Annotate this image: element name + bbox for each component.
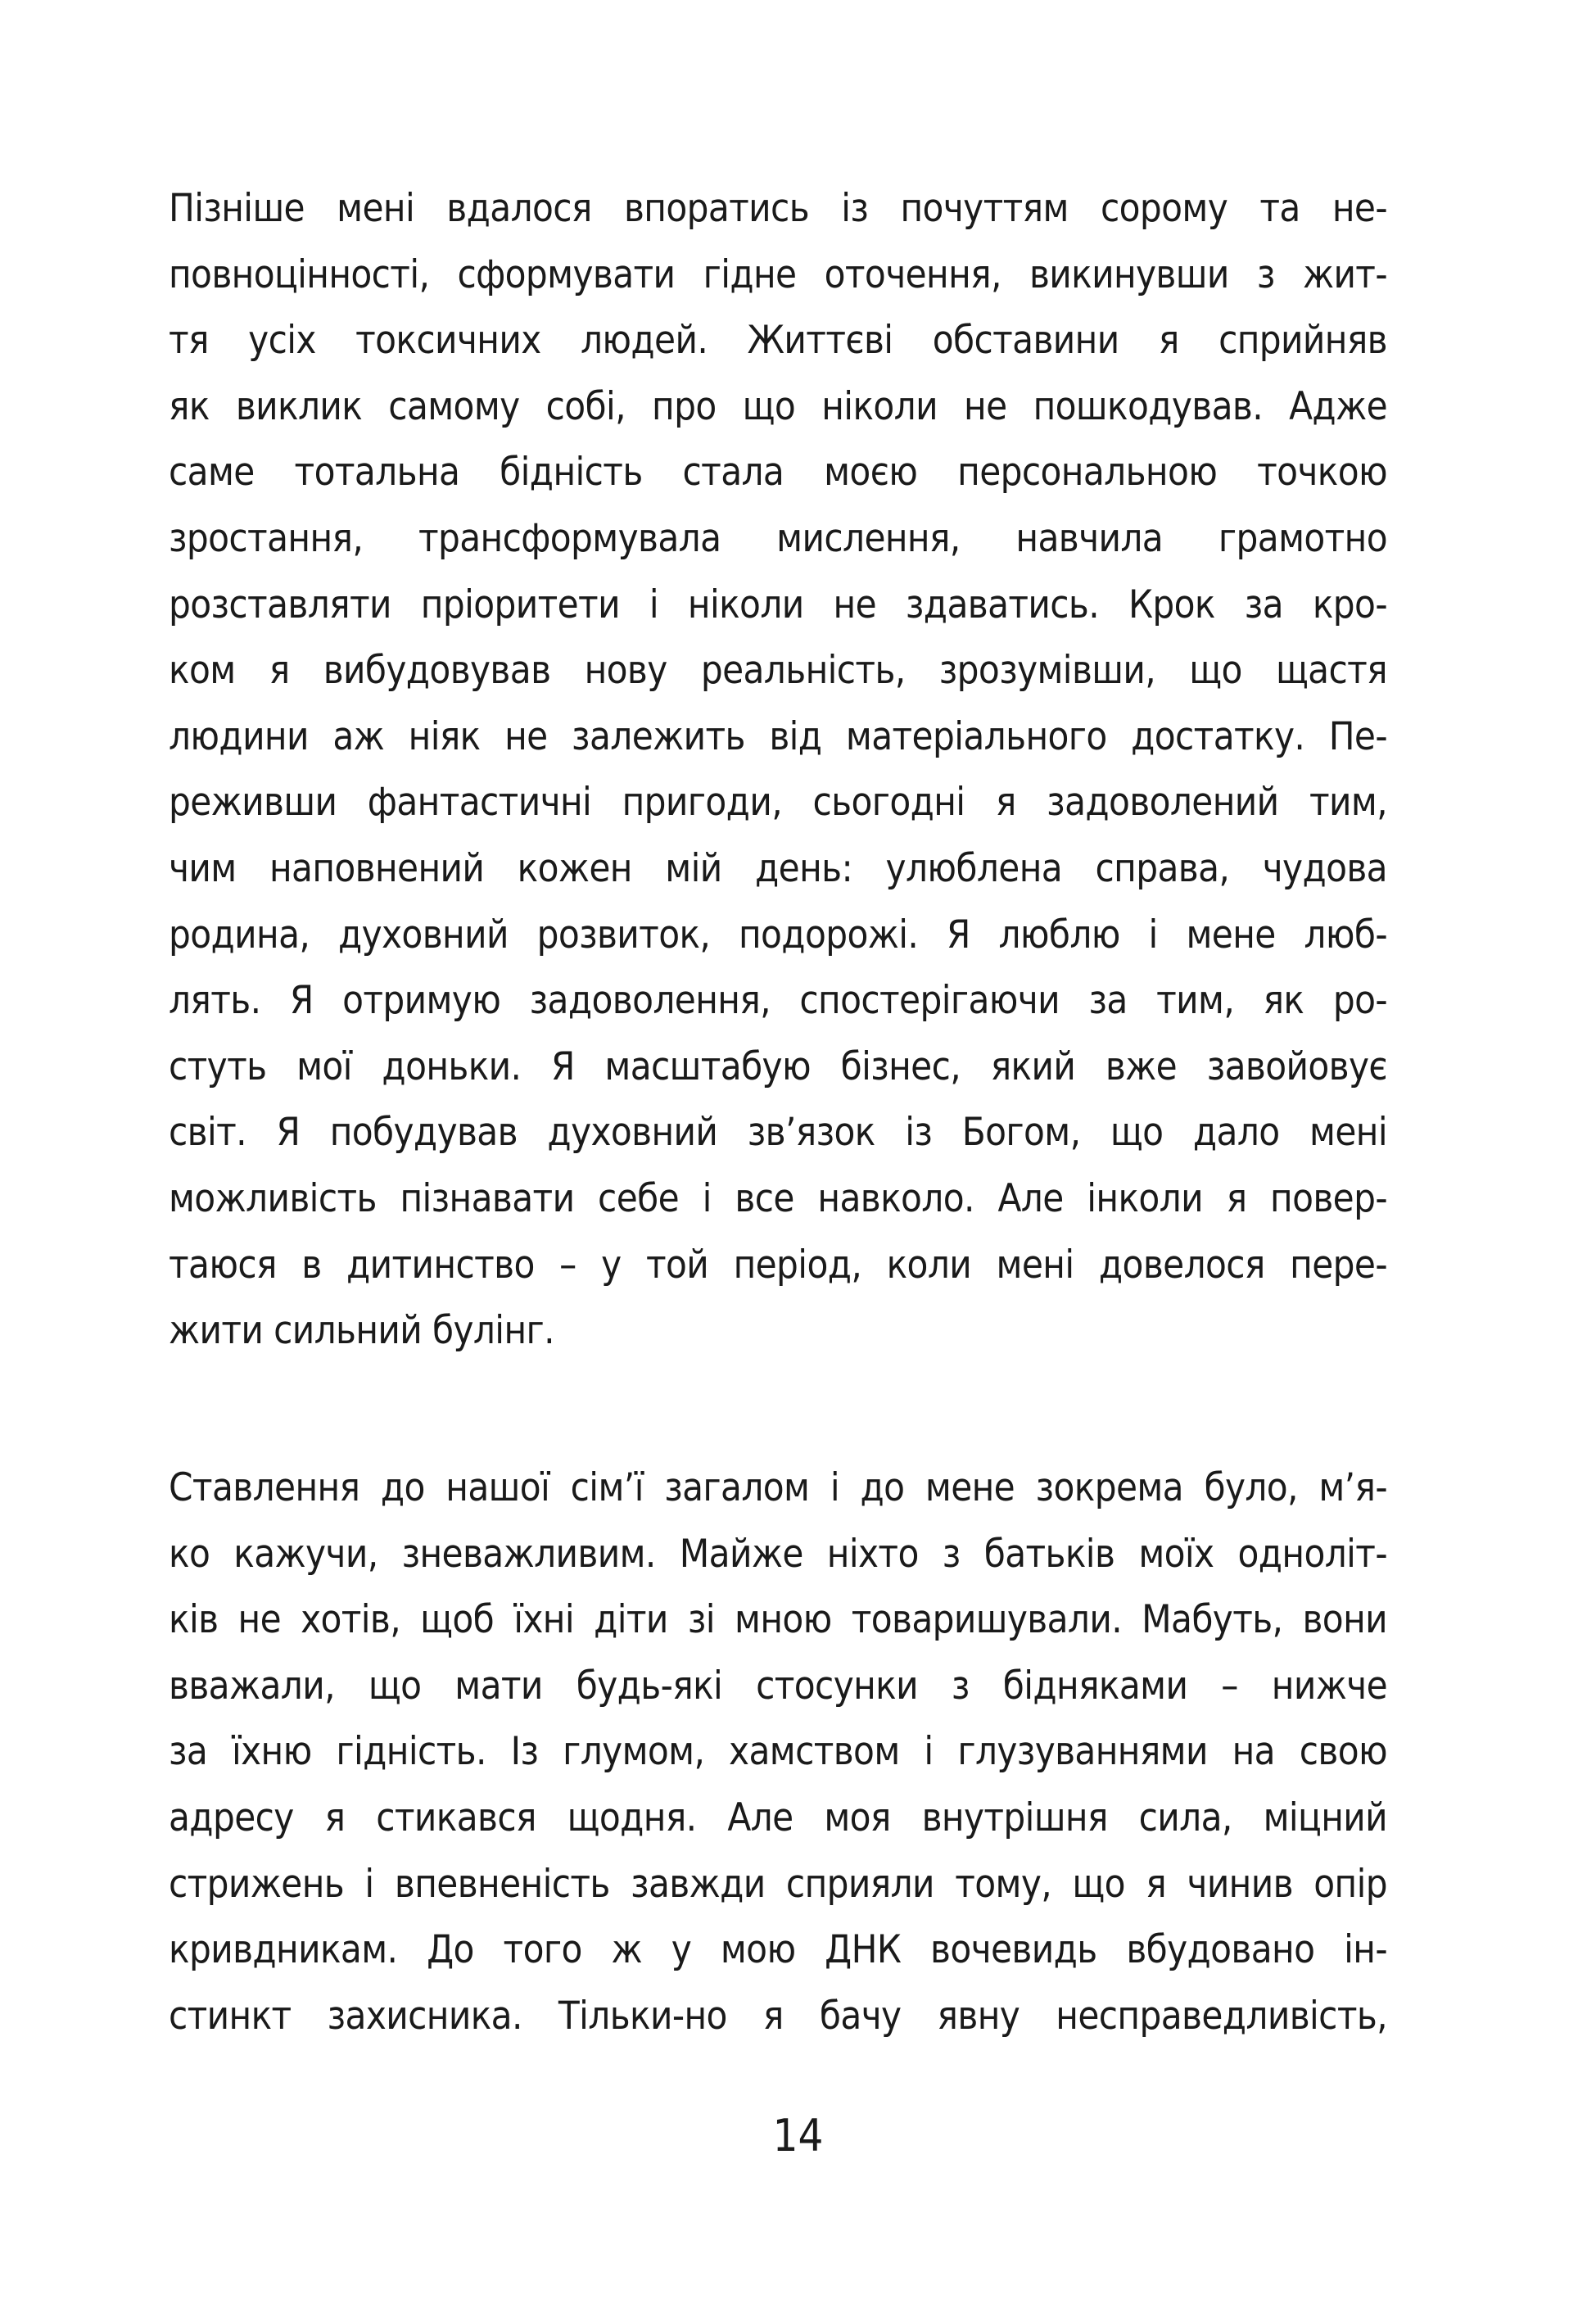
text-line: як виклик самому собі, про що ніколи не пошкодував. Адже [169, 383, 1387, 429]
text-line: людини аж ніяк не залежить від матеріального достатку. Пе- [169, 713, 1387, 759]
page-number: 14 [772, 2110, 824, 2161]
text-line: за їхню гідність. Із глумом, хамством і глузуваннями на свою [169, 1729, 1387, 1775]
text-line: реживши фантастичні пригоди, сьогодні я задоволений тим, [169, 780, 1387, 826]
text-line: ків не хотів, щоб їхні діти зі мною товаришували. Мабуть, вони [169, 1597, 1387, 1643]
text-line: адресу я стикався щодня. Але моя внутрішня сила, міцний [169, 1795, 1387, 1840]
text-line: ко кажучи, зневажливим. Майже ніхто з батьків моїх одноліт- [169, 1531, 1387, 1577]
text-line: Пізніше мені вдалося впоратись із почуттям сорому та не- [169, 186, 1387, 231]
text-line: зростання, трансформувала мислення, навчила грамотно [169, 515, 1387, 561]
text-line: ком я вибудовував нову реальність, зрозумівши, що щастя [169, 648, 1387, 694]
text-line: лять. Я отримую задоволення, спостерігаючи за тим, як ро- [169, 978, 1387, 1024]
text-line: жити сильний булінг. [169, 1308, 554, 1354]
text-line: стуть мої доньки. Я масштабую бізнес, який вже завойовує [169, 1043, 1387, 1089]
paragraph [169, 185, 1387, 1374]
text-line: світ. Я побудував духовний зв’язок із Богом, що дало мені [169, 1110, 1387, 1156]
text-line: стинкт захисника. Тільки-но я бачу явну несправедливість, [169, 1993, 1387, 2039]
text-line: можливість пізнавати себе і все навколо. Але інколи я повер- [169, 1175, 1387, 1221]
text-line: вважали, що мати будь-які стосунки з бідняками – нижче [169, 1663, 1387, 1709]
text-line: таюся в дитинство – у той період, коли мені довелося пере- [169, 1242, 1387, 1288]
text-line: стрижень і впевненість завжди сприяли тому, що я чинив опір [169, 1861, 1387, 1907]
text-line: розставляти пріоритети і ніколи не здаватись. Крок за кро- [169, 582, 1387, 627]
text-line: Ставлення до нашої сім’ї загалом і до мене зокрема було, м’я- [169, 1465, 1387, 1510]
text-line: саме тотальна бідність стала моєю персональною точкою [169, 450, 1387, 496]
text-line: кривдникам. До того ж у мою ДНК вочевидь вбудовано ін- [169, 1927, 1387, 1973]
paragraph [169, 1464, 1387, 2058]
text-line: родина, духовний розвиток, подорожі. Я люблю і мене люб- [169, 912, 1387, 957]
text-line: чим наповнений кожен мій день: улюблена справа, чудова [169, 845, 1387, 891]
text-line: повноцінності, сформувати гідне оточення, викинувши з жит- [169, 251, 1387, 297]
text-line: тя усіх токсичних людей. Життєві обставини я сприйняв [169, 318, 1387, 364]
